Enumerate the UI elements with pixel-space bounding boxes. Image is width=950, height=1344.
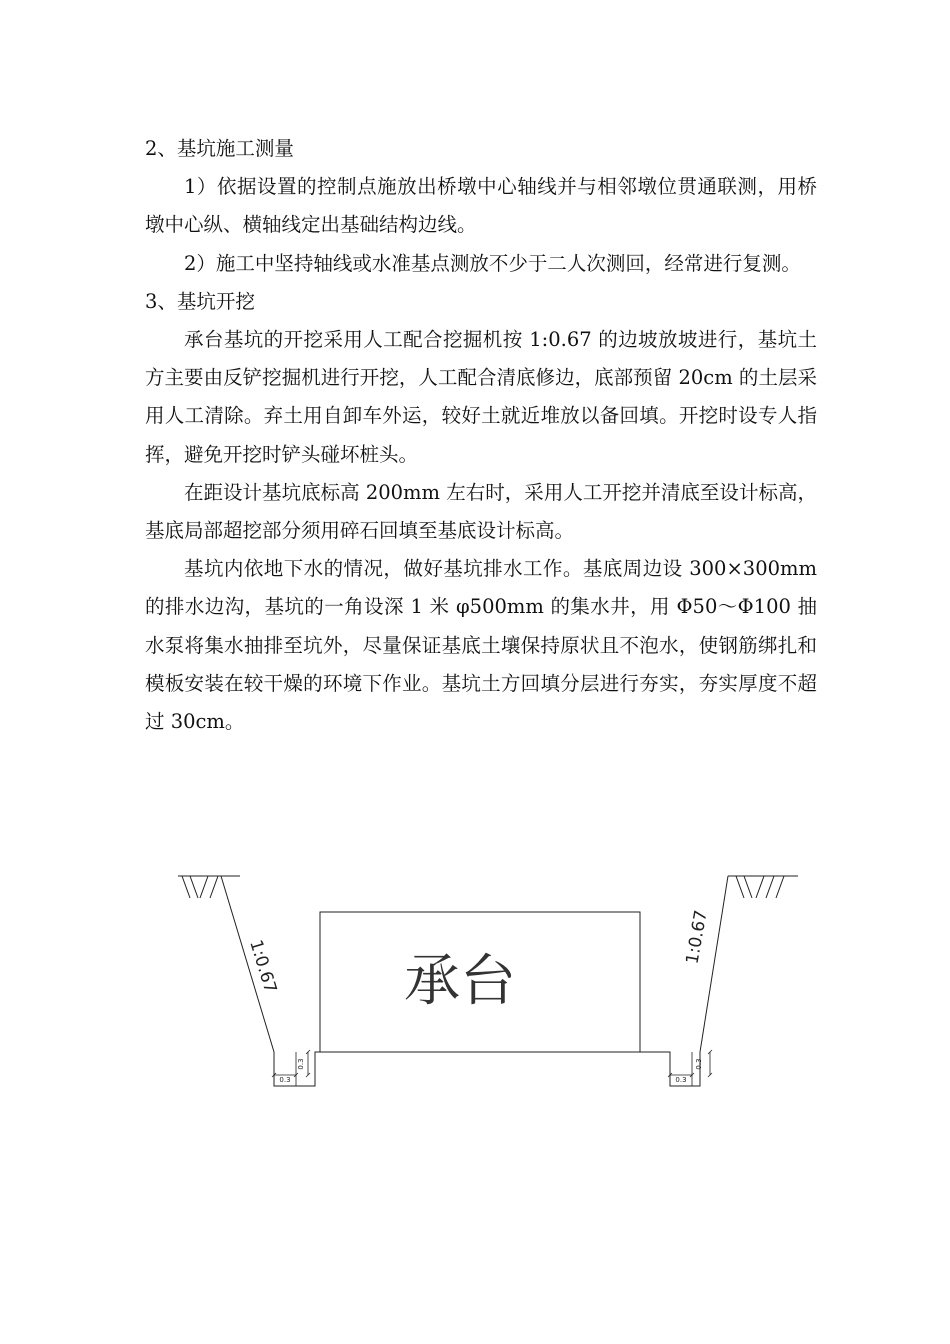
slope-ratio-left: 1:0.67 <box>245 937 281 996</box>
paragraph-survey-2: 2）施工中坚持轴线或水准基点测放不少于二人次测回，经常进行复测。 <box>184 251 801 275</box>
dim-label-left-horizontal: 0.3 <box>279 1076 291 1084</box>
paragraph-excavation-1: 承台基坑的开挖采用人工配合挖掘机按 1:0.67 的边坡放坡进行，基坑土方主要由反铲挖掘机进行开挖，人工配合清底修边，底部预留 20cm 的土层采用人工清除。弃土用自卸车外运，较好土就近堆放以备回填。开挖时设专人指挥，避免开挖时铲头碰坏桩头。 <box>145 328 817 466</box>
slope-ratio-right: 1:0.67 <box>682 908 712 966</box>
dim-label-right-horizontal: 0.3 <box>675 1076 687 1084</box>
section-heading-survey: 2、基坑施工测量 <box>145 137 294 160</box>
pile-cap-label: 承台 <box>404 949 516 1014</box>
paragraph-excavation-3: 基坑内依地下水的情况，做好基坑排水工作。基底周边设 300×300mm 的排水边沟，基坑的一角设深 1 米 φ500mm 的集水井，用 Φ50～Φ100 抽水泵将集水抽排至坑外，尽量保证基底土壤保持原状且不泡水，使钢筋绑扎和模板安装在较干燥的环境下作业。基坑土方回填分层进行夯实，夯实厚度不超过 30cm。 <box>145 557 817 734</box>
section-heading-excavation: 3、基坑开挖 <box>145 289 255 313</box>
document-body <box>145 130 817 741</box>
paragraph-survey-1: 1）依据设置的控制点施放出桥墩中心轴线并与相邻墩位贯通联测，用桥墩中心纵、横轴线定出基础结构边线。 <box>145 175 817 237</box>
dim-label-left-vertical: 0.3 <box>297 1058 305 1070</box>
paragraph-excavation-2: 在距设计基坑底标高 200mm 左右时，采用人工开挖并清底至设计标高，基底局部超挖部分须用碎石回填至基底设计标高。 <box>145 480 817 543</box>
ground-hatch-right <box>728 876 798 898</box>
dim-label-right-vertical: 0.3 <box>695 1058 703 1070</box>
ground-hatch-left <box>178 876 240 898</box>
foundation-pit-diagram <box>0 860 950 1120</box>
